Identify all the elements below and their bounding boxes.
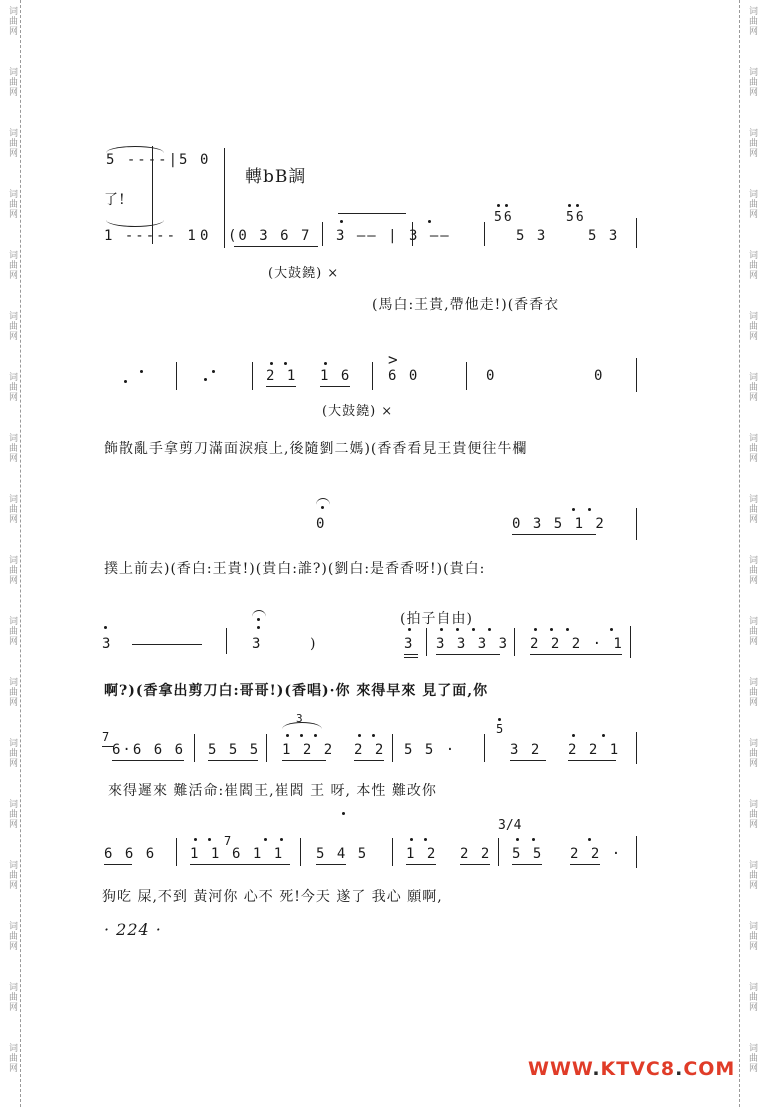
beam-underline <box>404 657 418 658</box>
octave-dot <box>321 506 324 509</box>
side-watermark-text: 词曲网 <box>7 433 17 463</box>
octave-dot <box>257 618 260 621</box>
octave-dot <box>358 734 361 737</box>
barline <box>636 508 637 540</box>
octave-dot <box>208 838 211 841</box>
figure-a: 3 <box>404 636 415 652</box>
dialogue-text: (馬白:王貴,帶他走!)(香香衣 <box>372 297 560 313</box>
barline <box>636 836 637 868</box>
figure-a: 2 1 <box>266 368 298 384</box>
beam-underline <box>404 654 418 655</box>
figure-h: 2 2 · <box>570 846 623 862</box>
percussion-cue: (大鼓鐃) × <box>268 266 340 281</box>
barline <box>426 628 427 656</box>
lyric-text: 來得遲來 難活命:崔閻王,崔閻 王 呀, 本性 難改你 <box>108 783 437 799</box>
beam-underline <box>208 760 258 761</box>
tie-arc <box>106 220 164 227</box>
figure-g: 2 2 1 <box>568 742 621 758</box>
barline <box>636 358 637 392</box>
barline <box>484 222 485 246</box>
octave-dot <box>257 626 260 629</box>
octave-dot <box>408 628 411 631</box>
octave-dot <box>566 628 569 631</box>
side-watermark-text: 词曲网 <box>747 921 757 951</box>
figure-c: 6 0 <box>388 368 420 384</box>
barline <box>630 626 631 658</box>
figure-b: 1 6 <box>320 368 352 384</box>
lyric-text: 啊?)(香拿出剪刀白:哥哥!)(香唱)·你 來得早來 見了面,你 <box>104 683 489 699</box>
time-signature: 3/4 <box>498 818 522 833</box>
beam-underline <box>460 864 490 865</box>
figure-c: 2 2 2 · 1 <box>530 636 624 652</box>
octave-dot <box>410 838 413 841</box>
barline <box>372 362 373 390</box>
site-mid: KTVC8 <box>600 1058 676 1080</box>
octave-dot <box>314 734 317 737</box>
fermata-note: 0 <box>316 516 327 532</box>
octave-dot <box>568 204 571 207</box>
octave-dot <box>516 838 519 841</box>
grace-note: 7 <box>102 730 112 744</box>
side-watermark-text: 词曲网 <box>7 67 17 97</box>
octave-dot <box>456 628 459 631</box>
side-watermark-text: 词曲网 <box>7 677 17 707</box>
side-watermark-text: 词曲网 <box>7 921 17 951</box>
beam-underline <box>234 246 318 247</box>
barline <box>322 222 323 246</box>
figure-b: 5 5 5 <box>208 742 261 758</box>
barline <box>392 734 393 762</box>
barline <box>252 362 253 390</box>
site-suffix: COM <box>683 1058 736 1080</box>
intro-figure: (0 3 6 7 <box>228 228 312 244</box>
side-watermark-text: 词曲网 <box>7 1043 17 1073</box>
octave-dot <box>532 838 535 841</box>
side-watermark-text: 词曲网 <box>747 189 757 219</box>
site-prefix: WWW <box>528 1058 593 1080</box>
fermata <box>316 498 330 505</box>
beam-underline <box>530 654 622 655</box>
octave-dot <box>572 508 575 511</box>
octave-dot <box>286 734 289 737</box>
figure-e: 5 5 · <box>404 742 457 758</box>
side-watermark-text: 词曲网 <box>747 799 757 829</box>
right-watermark-strip <box>739 0 760 1107</box>
upper-voice-rest: 0 <box>200 152 211 168</box>
barline <box>636 218 637 248</box>
octave-dot <box>472 628 475 631</box>
figure-c: 6 1 1 <box>232 846 285 862</box>
octave-dot <box>610 628 613 631</box>
octave-dot <box>498 718 501 721</box>
octave-dot <box>424 838 427 841</box>
octave-dot <box>440 628 443 631</box>
side-watermark-text: 词曲网 <box>747 67 757 97</box>
stray-dot <box>342 812 345 815</box>
octave-dot <box>264 838 267 841</box>
side-watermark-text: 词曲网 <box>7 616 17 646</box>
octave-dot <box>588 838 591 841</box>
side-watermark-text: 词曲网 <box>7 6 17 36</box>
pair-b-bottom: 5 3 <box>588 228 620 244</box>
beam-underline <box>104 864 132 865</box>
octave-dot <box>340 220 343 223</box>
note-a: 3 <box>102 636 113 652</box>
octave-dot <box>576 204 579 207</box>
beam-underline <box>112 760 184 761</box>
pair-a-bottom: 5 3 <box>516 228 548 244</box>
side-watermark-text: 词曲网 <box>7 982 17 1012</box>
octave-dot <box>140 370 143 373</box>
rest-a: 0 <box>486 368 497 384</box>
barline <box>636 732 637 764</box>
closing-paren: ) <box>310 636 317 652</box>
side-watermark-text: 词曲网 <box>7 311 17 341</box>
pair-a-top: 56 <box>494 210 514 225</box>
beam-underline <box>190 864 290 865</box>
figure-f: 2 2 <box>460 846 492 862</box>
figure-d: 2 2 <box>354 742 386 758</box>
lower-voice-rest: 0 <box>200 228 211 244</box>
barline <box>176 362 177 390</box>
slur-line <box>338 213 406 214</box>
octave-dot <box>428 220 431 223</box>
octave-dot <box>104 626 107 629</box>
octave-dot <box>534 628 537 631</box>
side-watermark-text: 词曲网 <box>747 982 757 1012</box>
barline <box>266 734 267 762</box>
figure-g: 5 5 <box>512 846 544 862</box>
barline <box>466 362 467 390</box>
barline <box>498 838 499 866</box>
figure-c: 1 2 2 <box>282 742 335 758</box>
side-watermark-text: 词曲网 <box>7 250 17 280</box>
barline <box>514 628 515 656</box>
figure-a: 6·6 6 6 <box>112 742 186 758</box>
side-watermark-text: 词曲网 <box>747 860 757 890</box>
percussion-cue: (大鼓鐃) × <box>322 404 394 419</box>
key-change-marking: 轉bB調 <box>245 167 307 187</box>
octave-dot <box>194 838 197 841</box>
rest-b: 0 <box>594 368 605 384</box>
figure-b: 3 3 3 3 <box>436 636 510 652</box>
side-watermark-text: 词曲网 <box>747 494 757 524</box>
phrase-notes: 0 3 5 1 2 <box>512 516 606 532</box>
beam-underline <box>512 534 596 535</box>
barline <box>194 734 195 762</box>
figure-e: 1 2 <box>406 846 438 862</box>
accent-mark: > <box>388 350 400 369</box>
side-watermark-text: 词曲网 <box>747 1043 757 1073</box>
side-watermark-text: 词曲网 <box>747 616 757 646</box>
grace-note: 5 <box>496 722 506 736</box>
octave-dot <box>488 628 491 631</box>
octave-dot <box>505 204 508 207</box>
site-dot: . <box>675 1058 684 1080</box>
beam-underline <box>316 864 346 865</box>
barline <box>224 148 225 248</box>
octave-dot <box>550 628 553 631</box>
octave-dot <box>572 734 575 737</box>
octave-dot <box>204 378 207 381</box>
beam-underline <box>568 760 616 761</box>
side-watermark-text: 词曲网 <box>747 311 757 341</box>
side-watermark-text: 词曲网 <box>7 494 17 524</box>
dash-line <box>132 644 202 645</box>
stage-direction: 飾散亂手拿剪刀滿面淚痕上,後隨劉二媽)(香香看見王貴便往牛欄 <box>104 441 528 457</box>
octave-dot <box>372 734 375 737</box>
octave-dot <box>497 204 500 207</box>
octave-dot <box>280 838 283 841</box>
side-watermark-text: 词曲网 <box>747 372 757 402</box>
side-watermark-text: 词曲网 <box>7 372 17 402</box>
side-watermark-text: 词曲网 <box>747 555 757 585</box>
octave-dot <box>300 734 303 737</box>
beam-underline <box>282 760 326 761</box>
fermata <box>252 610 266 617</box>
side-watermark-text: 词曲网 <box>7 128 17 158</box>
beam-underline <box>320 386 350 387</box>
side-watermark-text: 词曲网 <box>747 250 757 280</box>
side-watermark-text: 词曲网 <box>7 738 17 768</box>
side-watermark-text: 词曲网 <box>7 555 17 585</box>
beam-underline <box>512 864 542 865</box>
octave-dot <box>588 508 591 511</box>
figure-d: 5 4 5 <box>316 846 369 862</box>
side-watermark-text: 词曲网 <box>7 189 17 219</box>
lyric-text: 了! <box>104 192 126 208</box>
lyric-text: 狗吃 屎,不到 黃河你 心不 死!今天 遂了 我心 願啊, <box>102 889 443 905</box>
figure-f: 3 2 <box>510 742 542 758</box>
barline <box>484 734 485 762</box>
side-watermark-text: 词曲网 <box>7 799 17 829</box>
lower-voice-notes: 1 ----- 1 <box>104 228 198 244</box>
beam-underline <box>510 760 546 761</box>
octave-dot <box>124 380 127 383</box>
figure-a: 6 6 6 <box>104 846 157 862</box>
barline <box>412 222 413 246</box>
figure-b: 1 1 <box>190 846 222 862</box>
barline <box>226 628 227 654</box>
left-watermark-strip <box>0 0 21 1107</box>
side-watermark-text: 词曲网 <box>747 738 757 768</box>
note-b: 3 <box>252 636 263 652</box>
tempo-marking: (拍子自由) <box>400 611 473 627</box>
upper-voice-notes: 5 ----|5 <box>106 152 190 168</box>
octave-dot <box>284 362 287 365</box>
octave-dot <box>324 362 327 365</box>
beam-underline <box>436 654 500 655</box>
barline <box>176 838 177 866</box>
grace-underline <box>102 746 114 747</box>
site-watermark <box>528 1058 735 1080</box>
site-dot: . <box>592 1058 601 1080</box>
page-number: · 224 · <box>104 920 162 939</box>
beam-underline <box>266 386 296 387</box>
phrase-notes: 3 —— | 3 —— <box>336 228 451 244</box>
beam-underline <box>406 864 436 865</box>
beam-underline <box>570 864 600 865</box>
octave-dot <box>270 362 273 365</box>
triplet-mark: 3 <box>296 712 305 725</box>
grace-note: 7 <box>224 834 234 848</box>
octave-dot <box>602 734 605 737</box>
side-watermark-text: 词曲网 <box>747 6 757 36</box>
barline <box>392 838 393 866</box>
dialogue-text: 撲上前去)(香白:王貴!)(貴白:誰?)(劉白:是香香呀!)(貴白: <box>104 561 486 577</box>
barline <box>300 838 301 866</box>
side-watermark-text: 词曲网 <box>747 128 757 158</box>
octave-dot <box>212 370 215 373</box>
side-watermark-text: 词曲网 <box>747 433 757 463</box>
side-watermark-text: 词曲网 <box>747 677 757 707</box>
beam-underline <box>354 760 384 761</box>
side-watermark-text: 词曲网 <box>7 860 17 890</box>
pair-b-top: 56 <box>566 210 586 225</box>
